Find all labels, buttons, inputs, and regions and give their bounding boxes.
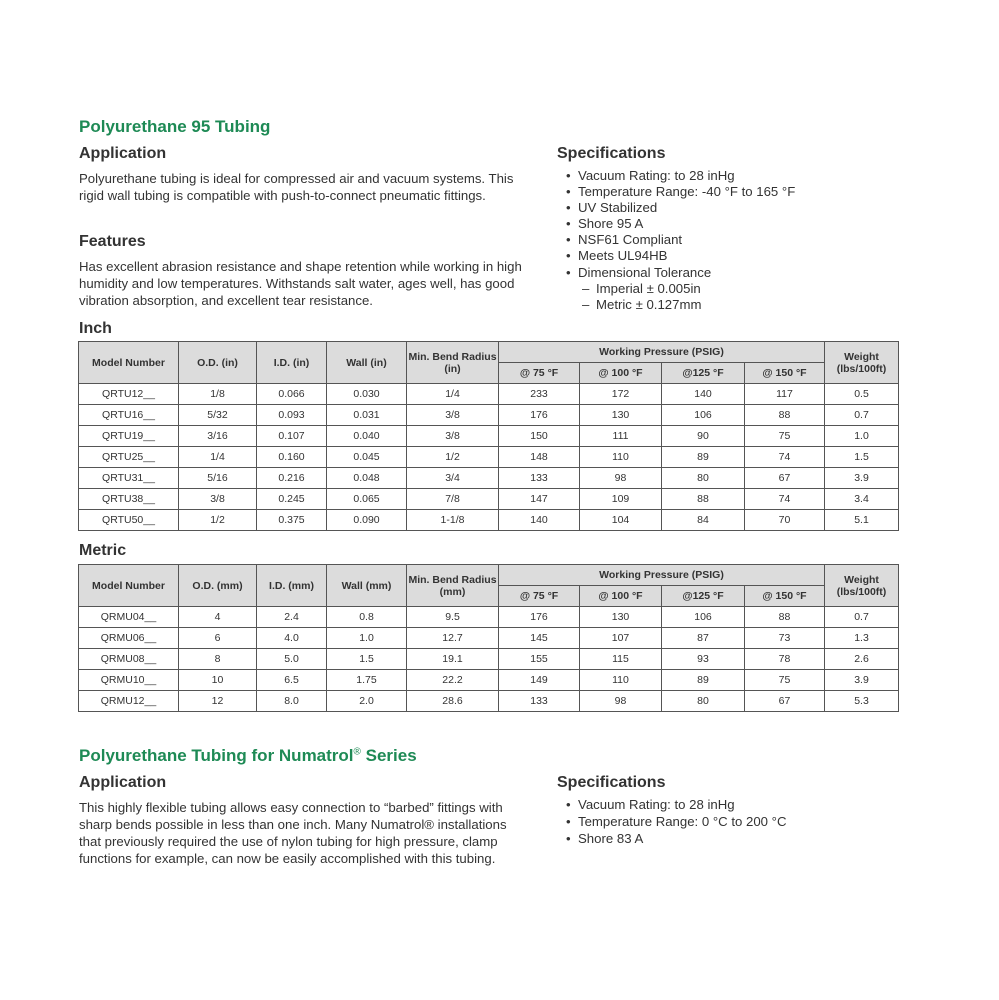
registered-mark: ® [353,746,361,758]
section1-specs-heading: Specifications [557,145,666,162]
table-cell: 6 [179,628,257,649]
col-header-od: O.D. (mm) [179,565,257,607]
table-cell: 2.4 [257,607,327,628]
table-row [79,691,899,712]
table-cell: 0.7 [825,405,899,426]
col-header-temp: @ 150 °F [745,363,825,384]
table-cell: 1/2 [179,510,257,531]
table-cell: 0.045 [327,447,407,468]
metric-spec-table [78,564,899,712]
section1-application-text: Polyurethane tubing is ideal for compressed air and vacuum systems. This rigid wall tubing is compatible with push-to-connect pneumatic fittings. [79,171,514,203]
table-row [79,489,899,510]
table-row [79,607,899,628]
table-cell: 22.2 [407,670,499,691]
table-cell: 12.7 [407,628,499,649]
table-row [79,405,899,426]
table-cell: 130 [580,607,662,628]
table-cell: 1/2 [407,447,499,468]
section2-title-main: Polyurethane Tubing for Numatrol [79,746,354,765]
table-cell: 3.9 [825,670,899,691]
table-cell: 5/16 [179,468,257,489]
col-header-model: Model Number [79,565,179,607]
col-header-pressure: Working Pressure (PSIG) [499,342,825,363]
table-cell: 3/8 [407,405,499,426]
table-cell: 1/8 [179,384,257,405]
metric-table-body [79,607,899,712]
spec-item: • Shore 83 A [566,831,786,848]
col-header-pressure: Working Pressure (PSIG) [499,565,825,586]
section1-application-heading: Application [79,145,167,162]
table-cell: 0.245 [257,489,327,510]
table-cell: 0.8 [327,607,407,628]
inch-table-body [79,384,899,531]
spec-item: • Temperature Range: -40 °F to 165 °F [566,184,795,200]
col-header-temp: @ 100 °F [580,363,662,384]
table-cell: 149 [499,670,580,691]
section2-specs-list [566,797,786,847]
model-number-cell: QRTU25__ [79,447,179,468]
inch-spec-table [78,341,899,531]
table-row [79,670,899,691]
table-row [79,628,899,649]
table-cell: 3/8 [407,426,499,447]
table-row [79,426,899,447]
col-header-id: I.D. (in) [257,342,327,384]
table-cell: 5.0 [257,649,327,670]
table-cell: 1.5 [825,447,899,468]
model-number-cell: QRMU06__ [79,628,179,649]
table-row [79,384,899,405]
section2-application-text: This highly flexible tubing allows easy connection to “barbed” fittings with sharp bends possible in less than one inch. Many Numatrol® installations that previously required the use of nylon tubing for high pressure, clamp functions for example, can now be easily accomplished with this tubing. [79,800,507,866]
table-cell: 0.065 [327,489,407,510]
table-cell: 115 [580,649,662,670]
table-cell: 147 [499,489,580,510]
table-cell: 67 [745,691,825,712]
table-cell: 8.0 [257,691,327,712]
table-cell: 70 [745,510,825,531]
col-header-od: O.D. (in) [179,342,257,384]
table-cell: 150 [499,426,580,447]
table-cell: 2.6 [825,649,899,670]
table-cell: 74 [745,447,825,468]
table-cell: 4 [179,607,257,628]
table-cell: 98 [580,468,662,489]
table-cell: 176 [499,405,580,426]
model-number-cell: QRMU10__ [79,670,179,691]
col-header-bend: Min. Bend Radius (mm) [407,565,499,607]
spec-item: • Vacuum Rating: to 28 inHg [566,797,786,814]
table-cell: 3.4 [825,489,899,510]
spec-item: • Meets UL94HB [566,248,795,264]
table-cell: 1.3 [825,628,899,649]
model-number-cell: QRTU31__ [79,468,179,489]
table-cell: 1.75 [327,670,407,691]
section2-specs-heading: Specifications [557,774,666,791]
col-header-temp: @ 150 °F [745,586,825,607]
table-cell: 5/32 [179,405,257,426]
table-cell: 75 [745,670,825,691]
table-cell: 233 [499,384,580,405]
table-cell: 0.090 [327,510,407,531]
spec-item: • Dimensional Tolerance [566,265,795,281]
spec-subitem: – Imperial ± 0.005in [566,281,795,297]
table-row [79,447,899,468]
col-header-model: Model Number [79,342,179,384]
table-cell: 106 [662,405,745,426]
table-cell: 74 [745,489,825,510]
col-header-temp: @125 °F [662,586,745,607]
table-cell: 90 [662,426,745,447]
spec-item: • Shore 95 A [566,216,795,232]
table-cell: 0.7 [825,607,899,628]
table-cell: 0.030 [327,384,407,405]
table-cell: 107 [580,628,662,649]
table-cell: 7/8 [407,489,499,510]
table-cell: 130 [580,405,662,426]
table-cell: 89 [662,670,745,691]
table-cell: 140 [662,384,745,405]
section1-title: Polyurethane 95 Tubing [79,117,271,136]
model-number-cell: QRMU04__ [79,607,179,628]
table-cell: 3.9 [825,468,899,489]
table-cell: 5.3 [825,691,899,712]
table-cell: 106 [662,607,745,628]
col-header-weight: Weight (lbs/100ft) [825,565,899,607]
table-row [79,510,899,531]
spec-item: • Vacuum Rating: to 28 inHg [566,168,795,184]
table-cell: 1/4 [179,447,257,468]
col-header-wall: Wall (in) [327,342,407,384]
table-cell: 148 [499,447,580,468]
table-cell: 145 [499,628,580,649]
table-cell: 3/4 [407,468,499,489]
model-number-cell: QRMU08__ [79,649,179,670]
col-header-temp: @125 °F [662,363,745,384]
table-cell: 0.048 [327,468,407,489]
table-cell: 1.0 [327,628,407,649]
col-header-wall: Wall (mm) [327,565,407,607]
spec-item: • UV Stabilized [566,200,795,216]
table-cell: 0.066 [257,384,327,405]
table-cell: 110 [580,447,662,468]
table-cell: 88 [745,405,825,426]
spec-item: • Temperature Range: 0 °C to 200 °C [566,814,786,831]
table-cell: 0.107 [257,426,327,447]
col-header-temp: @ 75 °F [499,586,580,607]
table-cell: 1.0 [825,426,899,447]
table-cell: 110 [580,670,662,691]
section2-application-heading: Application [79,774,167,791]
table-cell: 111 [580,426,662,447]
table-cell: 3/16 [179,426,257,447]
table-cell: 0.216 [257,468,327,489]
table-cell: 28.6 [407,691,499,712]
table-cell: 88 [662,489,745,510]
table-cell: 73 [745,628,825,649]
col-header-id: I.D. (mm) [257,565,327,607]
table-cell: 80 [662,468,745,489]
section1-features-text: Has excellent abrasion resistance and shape retention while working in high humidity and low temperatures. Withstands salt water, ages well, has good vibration absorption, and excellent tear resistance. [79,259,522,308]
table-cell: 75 [745,426,825,447]
model-number-cell: QRMU12__ [79,691,179,712]
col-header-bend: Min. Bend Radius (in) [407,342,499,384]
table-cell: 67 [745,468,825,489]
table-cell: 3/8 [179,489,257,510]
metric-table-label: Metric [79,542,127,559]
table-cell: 19.1 [407,649,499,670]
table-row [79,468,899,489]
table-cell: 133 [499,468,580,489]
table-cell: 87 [662,628,745,649]
table-cell: 117 [745,384,825,405]
table-cell: 0.031 [327,405,407,426]
table-cell: 0.093 [257,405,327,426]
table-cell: 80 [662,691,745,712]
table-row [79,649,899,670]
model-number-cell: QRTU38__ [79,489,179,510]
table-cell: 6.5 [257,670,327,691]
table-cell: 78 [745,649,825,670]
section1-specs-list [566,168,795,313]
table-cell: 2.0 [327,691,407,712]
table-cell: 1-1/8 [407,510,499,531]
col-header-temp: @ 75 °F [499,363,580,384]
model-number-cell: QRTU16__ [79,405,179,426]
table-cell: 104 [580,510,662,531]
table-cell: 109 [580,489,662,510]
table-cell: 88 [745,607,825,628]
table-cell: 0.160 [257,447,327,468]
table-cell: 4.0 [257,628,327,649]
model-number-cell: QRTU12__ [79,384,179,405]
table-cell: 155 [499,649,580,670]
table-cell: 1.5 [327,649,407,670]
table-cell: 9.5 [407,607,499,628]
table-cell: 0.5 [825,384,899,405]
col-header-temp: @ 100 °F [580,586,662,607]
table-cell: 0.040 [327,426,407,447]
table-cell: 98 [580,691,662,712]
table-cell: 93 [662,649,745,670]
table-cell: 1/4 [407,384,499,405]
table-cell: 172 [580,384,662,405]
section2-title-suffix: Series [360,746,417,765]
table-cell: 89 [662,447,745,468]
table-cell: 84 [662,510,745,531]
table-cell: 8 [179,649,257,670]
table-cell: 133 [499,691,580,712]
table-cell: 0.375 [257,510,327,531]
col-header-weight: Weight (lbs/100ft) [825,342,899,384]
inch-table-label: Inch [79,320,112,337]
table-cell: 10 [179,670,257,691]
table-cell: 176 [499,607,580,628]
table-cell: 5.1 [825,510,899,531]
section2-title [79,746,417,766]
section1-features-heading: Features [79,233,146,250]
model-number-cell: QRTU19__ [79,426,179,447]
model-number-cell: QRTU50__ [79,510,179,531]
table-cell: 12 [179,691,257,712]
spec-item: • NSF61 Compliant [566,232,795,248]
spec-subitem: – Metric ± 0.127mm [566,297,795,313]
table-cell: 140 [499,510,580,531]
